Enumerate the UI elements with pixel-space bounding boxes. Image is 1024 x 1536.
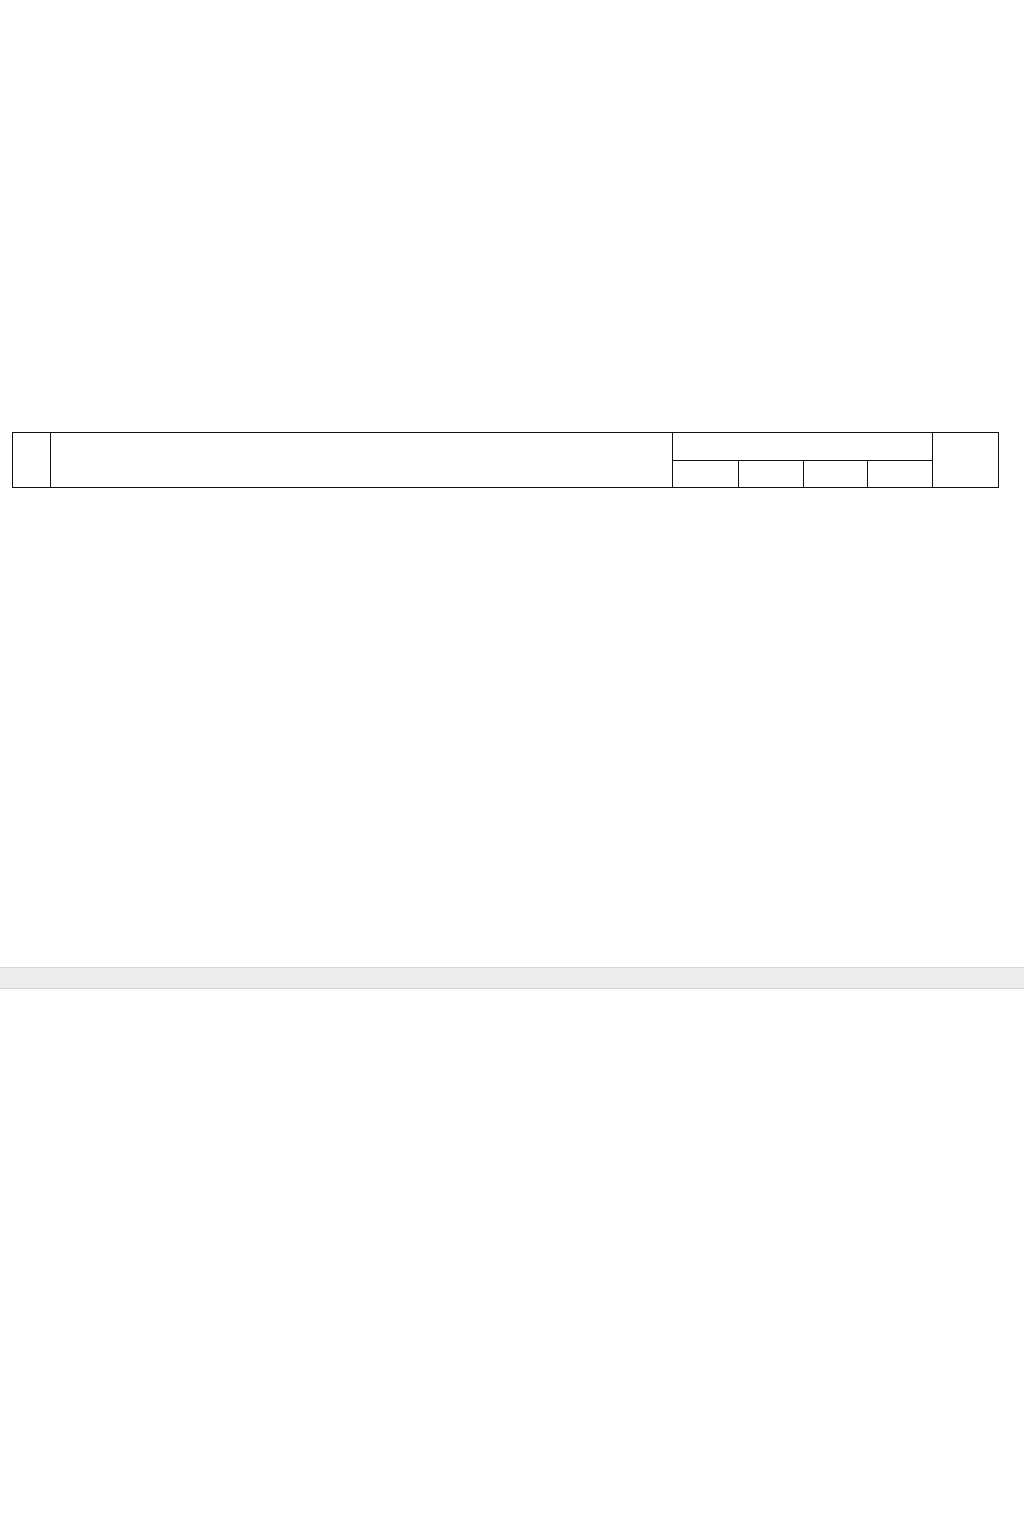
page-separator [0,967,1024,989]
header-no [13,433,51,488]
measurements-table-top [12,432,999,488]
header-name [51,433,673,488]
size-50 [673,461,739,488]
size-56 [868,461,933,488]
header-tolerance-line2 [933,461,999,488]
header-row [13,433,999,461]
size-54 [804,461,868,488]
size-52 [739,461,804,488]
header-tolerance-line1 [933,433,999,461]
measurements-table-top-body [13,433,999,488]
header-size [673,433,933,461]
